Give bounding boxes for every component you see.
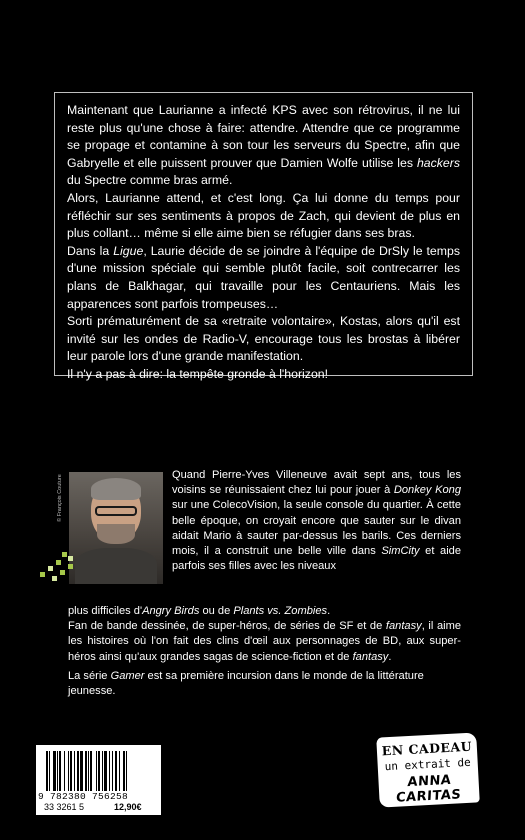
barcode-bar bbox=[102, 751, 103, 791]
barcode-bar bbox=[112, 751, 113, 791]
synopsis-paragraph-1: Maintenant que Laurianne a infecté KPS avec son rétrovirus, il ne lui reste plus qu'une chose à faire: attendre. Attendre que ce programme se propage et contamine à son tour les serveurs du Spectre, afin que Gabryelle et elle puissent prouver que Damien Wolfe utilise les hackers du Spectre comme bras armé. bbox=[67, 103, 460, 188]
barcode-bar bbox=[90, 751, 92, 791]
barcode-code: 33 3261 5 bbox=[44, 802, 85, 812]
photo-credit: © François Couture bbox=[57, 474, 63, 522]
barcode-bar bbox=[126, 751, 127, 791]
barcode-bar bbox=[115, 751, 117, 791]
barcode-bar bbox=[98, 751, 100, 791]
badge-line-2: un extrait de bbox=[384, 755, 472, 774]
barcode-bar bbox=[88, 751, 89, 791]
badge-line-3: ANNA CARITAS bbox=[395, 772, 462, 806]
barcode-bar bbox=[59, 751, 61, 791]
barcode-bar bbox=[80, 751, 83, 791]
barcode-bar bbox=[53, 751, 56, 791]
barcode-bar bbox=[74, 751, 75, 791]
barcode bbox=[36, 745, 161, 815]
barcode-bar bbox=[46, 751, 48, 791]
barcode-bar bbox=[119, 751, 120, 791]
author-bio: Quand Pierre-Yves Villeneuve avait sept ans, tous les voisins se réunissaient chez lui pour jouer à Donkey Kong sur une ColecoVision, la seule console du quartier. À cette belle époque, on croyait encore que sauter sur le divan aidait Mario à sauter par-dessus les barils. Ces derniers mois, il a construit une belle ville dans SimCity et aide parfois ses filles avec les niveaux bbox=[172, 469, 461, 573]
barcode-bar bbox=[68, 751, 69, 791]
barcode-bar bbox=[64, 751, 65, 791]
barcode-bar bbox=[85, 751, 87, 791]
author-bio-continued: plus difficiles d'Angry Birds ou de Plants vs. Zombies. Fan de bande dessinée, de super-héros, de séries de SF et de fantasy, il aime les histoires où l'on fait des clins d'œil aux personnages de BD, aux super-héros ainsi qu'aux grandes sagas de science-fiction et de fantasy. bbox=[68, 605, 461, 663]
pixel-decoration-icon bbox=[40, 552, 80, 582]
barcode-bar bbox=[104, 751, 107, 791]
barcode-bar bbox=[70, 751, 72, 791]
badge-line-1: EN CADEAU bbox=[381, 738, 473, 759]
barcode-bar bbox=[57, 751, 58, 791]
author-photo bbox=[69, 472, 163, 584]
series-note: La série Gamer est sa première incursion dans le monde de la littérature jeunesse. bbox=[68, 670, 424, 698]
synopsis-box bbox=[54, 92, 473, 381]
barcode-bars bbox=[46, 751, 152, 791]
barcode-bar bbox=[96, 751, 97, 791]
synopsis-paragraph-3: Dans la Ligue, Laurie décide de se joindre à l'équipe de DrSly le temps d'une mission spéciale qui semble plutôt facile, soit contrecarrer les plans de Balkhagar, qui travaille pour les Centauriens. Mais les apparences sont parfois trompeuses… bbox=[67, 243, 460, 311]
barcode-bar bbox=[49, 751, 50, 791]
gift-badge bbox=[376, 732, 480, 807]
barcode-bar bbox=[109, 751, 110, 791]
synopsis-paragraph-5: Il n'y a pas à dire: la tempête gronde à l'horizon! bbox=[67, 366, 329, 381]
price: 12,90€ bbox=[114, 802, 142, 812]
barcode-digits: 9 782380 756258 bbox=[38, 791, 129, 802]
synopsis-paragraph-2: Alors, Laurianne attend, et c'est long. Ça lui donne du temps pour réfléchir sur ses sentiments à propos de Zach, qui devient de plus en plus collant… même si elle aime bien se réfugier dans ses bras. bbox=[67, 190, 460, 241]
synopsis-paragraph-4: Sorti prématurément de sa «retraite volontaire», Kostas, alors qu'il est invité sur les ondes de Radio-V, encourage tous les brostas à libérer leur parole lors d'une grande manifestation. bbox=[67, 314, 460, 364]
barcode-bar bbox=[77, 751, 79, 791]
barcode-bar bbox=[123, 751, 125, 791]
